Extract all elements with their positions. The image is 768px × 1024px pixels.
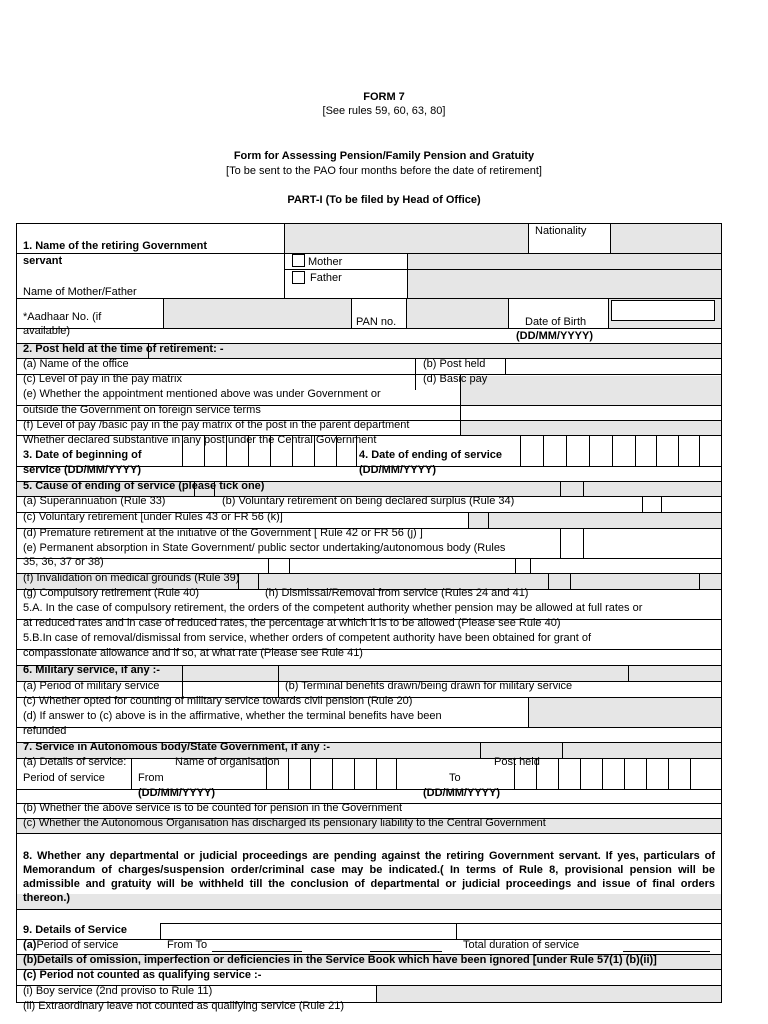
note-5a: 5.A. In the case of compulsory retirement, the orders of the competent authority whether pension may be allowed at full rates or [23, 602, 643, 614]
service-book-deficiencies-label: (b)Details of omission, imperfection or deficiencies in the Service Book which have been ignored [under Rule 57(1) (b)(ii)] [23, 954, 657, 966]
basic-pay-label: (d) Basic pay [423, 373, 488, 385]
non-qualifying-period-label: (c) Period not counted as qualifying service :- [23, 969, 262, 981]
part-heading: PART-I (To be filed by Head of Office) [287, 194, 481, 206]
pan-label: PAN no. [356, 316, 397, 328]
cause-invalidation: (f) Invalidation on medical grounds (Rule 39) [23, 572, 240, 584]
retiring-name-label: 1. Name of the retiring Government [23, 240, 207, 252]
service-end-label: 4. Date of ending of service [359, 449, 503, 461]
military-refund-label-cont: refunded [23, 725, 67, 737]
military-option-label: (c) Whether opted for counting of military service towards civil pension (Rule 20) [23, 695, 413, 707]
cause-dismissal: (h) Dismissal/Removal from service (Rules 24 and 41) [265, 587, 529, 599]
service-end-format: (DD/MM/YYYY) [359, 464, 436, 476]
post-held-label: (b) Post held [423, 358, 486, 370]
cause-compulsory-retirement: (g) Compulsory retirement (Rule 40) [23, 587, 200, 599]
form-title: Form for Assessing Pension/Family Pension and Gratuity [233, 150, 535, 162]
from-to-blank[interactable] [212, 951, 302, 952]
service-details-label: (a) Details of service: [23, 756, 127, 768]
appointment-question-cont: outside the Government on foreign service terms [23, 404, 261, 416]
total-duration-blank[interactable] [623, 951, 710, 952]
cause-superannuation: (a) Superannuation (Rule 33) [23, 495, 166, 507]
father-checkbox[interactable] [292, 271, 305, 284]
date-of-birth-input[interactable] [611, 300, 715, 321]
form-subtitle: [To be sent to the PAO four months before the date of retirement] [226, 165, 542, 177]
cause-premature-retirement: (d) Premature retirement at the initiative of the Government [ Rule 42 or FR 56 (j) ] [23, 527, 423, 539]
dob-label: Date of Birth [525, 316, 587, 328]
appointment-question: (e) Whether the appointment mentioned above was under Government or [23, 388, 381, 400]
note-5b: 5.B.In case of removal/dismissal from service, whether orders of competent authority have been obtained for grant of [23, 632, 592, 644]
mother-label: Mother [308, 256, 343, 268]
note-5b-cont: compassionate allowance and if so, at what rate (Please see Rule 41) [23, 647, 363, 659]
dob-format-label: (DD/MM/YYYY) [516, 330, 593, 342]
nationality-label: Nationality [535, 225, 587, 237]
form-number: FORM 7 [363, 91, 405, 103]
section-2-title: 2. Post held at the time of retirement: - [23, 343, 224, 355]
to-blank[interactable] [370, 951, 442, 952]
service-begin-format: service (DD/MM/YYYY) [23, 464, 141, 476]
note-5a-cont: at reduced rates and in case of reduced rates, the percentage at which it is to be allowed (Please see Rule 40) [23, 617, 561, 629]
section-8-text: 8. Whether any departmental or judicial proceedings are pending against the retiring Government servant. If yes, particulars of Memorandum of charges/suspension order/criminal case may be indicated.( In terms of Rule 8, provisional pension will be admissible and gratuity will be withheld till the conclusion of departmental or judicial proceedings and issue of final orders thereon.) [23, 850, 715, 904]
cause-permanent-absorption-cont: 35, 36, 37 or 38) [23, 556, 104, 568]
item-a-label: (a) [23, 939, 37, 951]
aadhaar-available-label: available) [23, 325, 71, 337]
father-label: Father [310, 272, 342, 284]
service-period-row [23, 939, 118, 952]
autonomous-period-label: Period of service [23, 772, 105, 784]
counted-for-pension-label: (b) Whether the above service is to be counted for pension in the Government [23, 802, 403, 814]
servant-label: servant [23, 255, 63, 267]
cause-permanent-absorption: (e) Permanent absorption in State Government/ public sector undertaking/autonomous body (Rules [23, 542, 506, 554]
substantive-post-label: Whether declared substantive in any post under the Central Government [23, 434, 377, 446]
extraordinary-leave-label: (ii) Extraordinary leave not counted as qualifying service (Rule 21) [23, 1000, 344, 1012]
pay-level-label: (c) Level of pay in the pay matrix [23, 373, 182, 385]
form-rules: [See rules 59, 60, 63, 80] [322, 105, 446, 117]
section-5-title: 5. Cause of ending of service (please tick one) [23, 480, 265, 492]
pensionary-liability-label: (c) Whether the Autonomous Organisation has discharged its pensionary liability to the Central Government [23, 817, 546, 829]
service-begin-label: 3. Date of beginning of [23, 449, 142, 461]
parent-dept-pay-label: (f) Level of pay /basic pay in the pay matrix of the post in the parent department [23, 419, 410, 431]
cause-voluntary-surplus: (b) Voluntary retirement on being declared surplus (Rule 34) [222, 495, 515, 507]
mother-father-name-label: Name of Mother/Father [23, 286, 137, 298]
organisation-name-label: Name of organisation [175, 756, 280, 768]
military-benefits-label: (b) Terminal benefits drawn/being drawn for military service [285, 680, 573, 692]
office-name-label: (a) Name of the office [23, 358, 129, 370]
total-duration-label: Total duration of service [463, 939, 580, 951]
section-7-title: 7. Service in Autonomous body/State Government, if any :- [23, 741, 331, 753]
period-of-service-label: Period of service [36, 939, 119, 951]
military-period-label: (a) Period of military service [23, 680, 160, 692]
section-6-title: 6. Military service, if any :- [23, 664, 160, 676]
section-9-title: 9. Details of Service [23, 924, 127, 936]
from-label: From [138, 772, 164, 784]
aadhaar-label: *Aadhaar No. (if [23, 311, 102, 323]
to-date-format: (DD/MM/YYYY) [423, 787, 500, 799]
from-to-label: From To [167, 939, 208, 951]
from-date-format: (DD/MM/YYYY) [138, 787, 215, 799]
military-refund-label: (d) If answer to (c) above is in the affirmative, whether the terminal benefits have been [23, 710, 442, 722]
mother-checkbox[interactable] [292, 254, 305, 267]
to-label: To [449, 772, 461, 784]
cause-voluntary-retirement: (c) Voluntary retirement [under Rules 43 or FR 56 (k)] [23, 511, 283, 523]
autonomous-post-held-label: Post held [494, 756, 540, 768]
boy-service-label: (i) Boy service (2nd proviso to Rule 11) [23, 985, 213, 997]
